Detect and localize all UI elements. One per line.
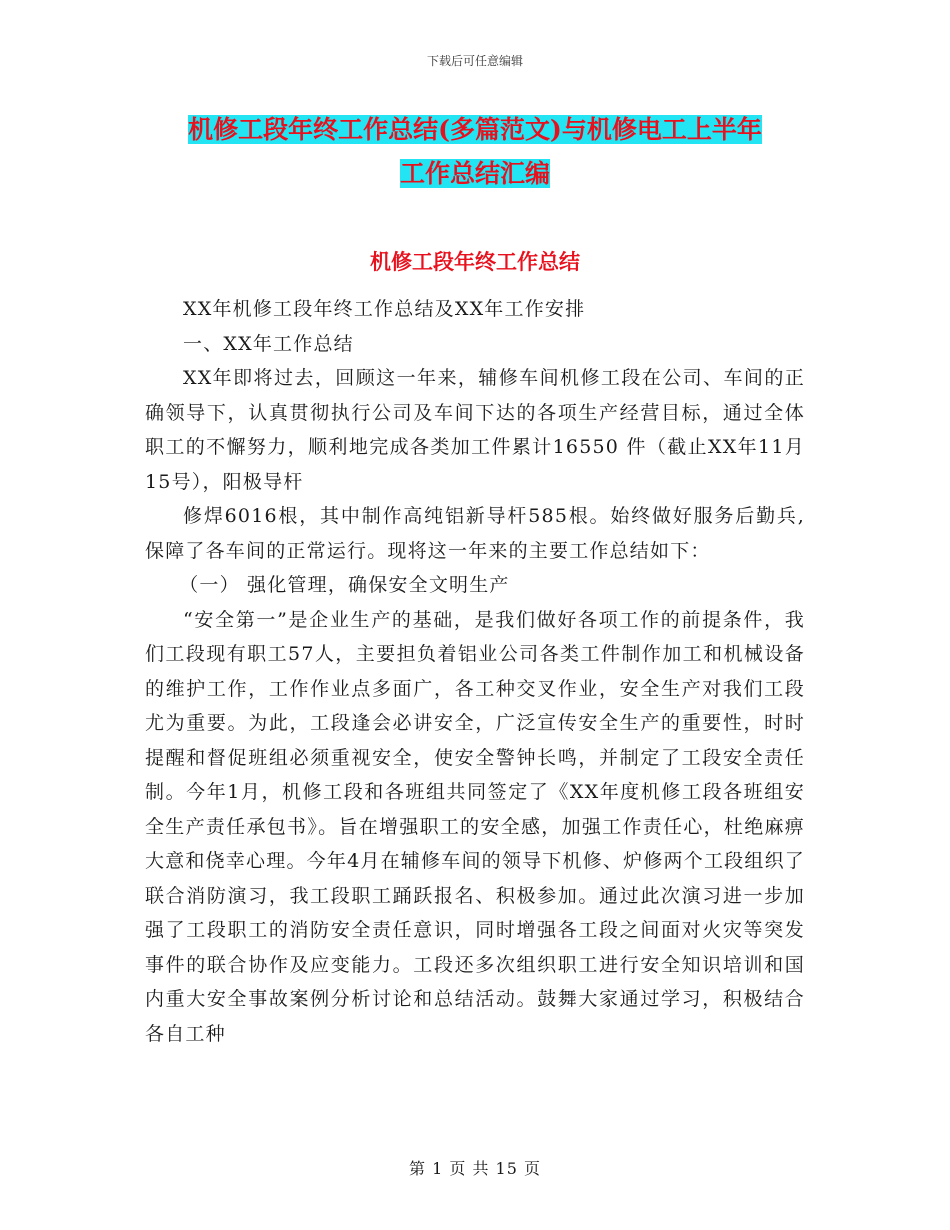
body-text [145, 292, 805, 1051]
page-footer: 第 1 页 共 15 页 [409, 1159, 541, 1178]
paragraph-subheading: 一、XX年工作总结 [183, 332, 354, 355]
paragraph-heading: XX年机修工段年终工作总结及XX年工作安排 [183, 298, 586, 320]
paragraph: 修焊6016根，其中制作高纯铝新导杆585根。始终做好服务后勤兵,保障了各车间的正常运行。现将这一年来的主要工作总结如下： [145, 505, 805, 562]
paragraph: “安全第一”是企业生产的基础，是我们做好各项工作的前提条件，我们工段现有职工57人，主要担负着铝业公司各类工件制作加工和机械设备的维护工作，工作作业点多面广，各工种交叉作业，安全生产对我们工段尤为重要。为此，工段逢会必讲安全，广泛宣传安全生产的重要性，时时提醒和督促班组必须重视安全，使安全警钟长鸣，并制定了工段安全责任制。今年1月，机修工段和各班组共同签定了《XX年度机修工段各班组安全生产责任承包书》。旨在增强职工的安全感，加强工作责任心，杜绝麻痹大意和侥幸心理。今年4月在辅修车间的领导下机修、炉修两个工段组织了联合消防演习，我工段职工踊跃报名、积极参加。通过此次演习进一步加强了工段职工的消防安全责任意识，同时增强各工段之间面对火灾等突发事件的联合协作及应变能力。工段还多次组织职工进行安全知识培训和国内重大安全事故案例分析讨论和总结活动。鼓舞大家通过学习，积极结合各自工种 [145, 608, 805, 1045]
paragraph-subheading: （一） 强化管理，确保安全文明生产 [179, 574, 510, 596]
paragraph: XX年即将过去，回顾这一年来，辅修车间机修工段在公司、车间的正确领导下，认真贯彻执行公司及车间下达的各项生产经营目标，通过全体职工的不懈努力，顺利地完成各类加工件累计16550 件（截止XX年11月15号），阳极导杆 [145, 367, 805, 493]
header-note: 下载后可任意编辑 [426, 54, 523, 68]
main-title [145, 108, 805, 196]
main-title-line-1: 机修工段年终工作总结(多篇范文)与机修电工上半年 [188, 115, 762, 144]
section-title: 机修工段年终工作总结 [370, 249, 580, 274]
main-title-line-2: 工作总结汇编 [399, 159, 550, 188]
